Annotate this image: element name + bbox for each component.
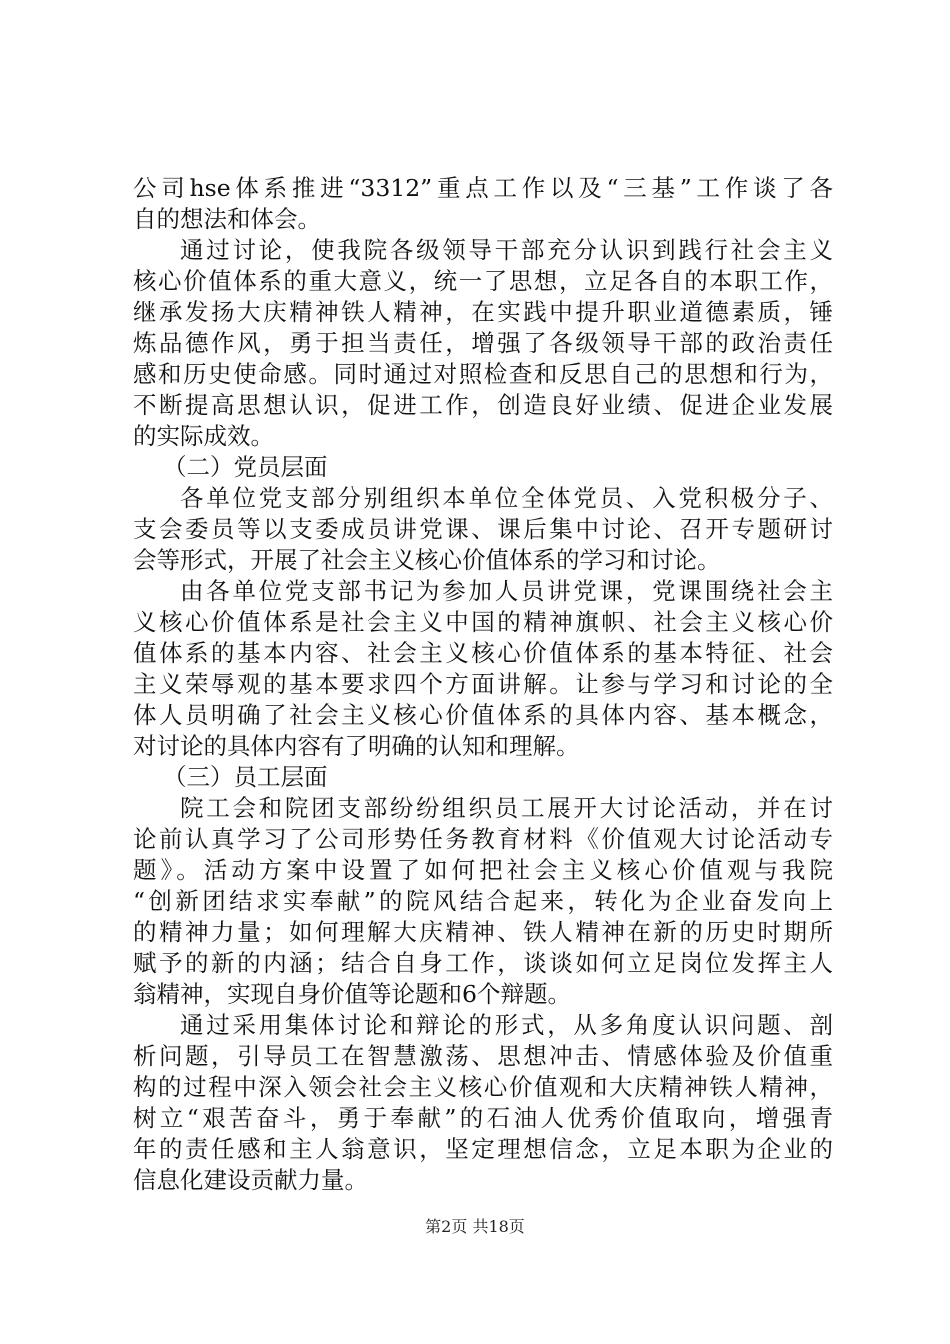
text-line: 的实际成效。 bbox=[133, 422, 274, 450]
text-line: 公司hse体系推进“3312”重点工作以及“三基”工作谈了各 bbox=[133, 174, 833, 202]
text-line: 翁精神，实现自身价值等论题和6个辩题。 bbox=[133, 980, 571, 1008]
text-line: 论前认真学习了公司形势任务教育材料《价值观大讨论活动专 bbox=[133, 825, 833, 853]
text-line: 由各单位党支部书记为参加人员讲党课，党课围绕社会主 bbox=[180, 577, 833, 605]
text-line: 年的责任感和主人翁意识，坚定理想信念，立足本职为企业的 bbox=[133, 1135, 833, 1163]
text-line: 主义荣辱观的基本要求四个方面讲解。让参与学习和讨论的全 bbox=[133, 670, 833, 698]
text-line: 体人员明确了社会主义核心价值体系的具体内容、基本概念， bbox=[133, 701, 833, 729]
text-line: 会等形式，开展了社会主义核心价值体系的学习和讨论。 bbox=[133, 546, 721, 574]
text-line: 继承发扬大庆精神铁人精神，在实践中提升职业道德素质，锤 bbox=[133, 298, 833, 326]
text-line: 值体系的基本内容、社会主义核心价值体系的基本特征、社会 bbox=[133, 639, 833, 667]
text-line: 自的想法和体会。 bbox=[133, 205, 321, 233]
text-line: 院工会和院团支部纷纷组织员工展开大讨论活动，并在讨 bbox=[180, 794, 833, 822]
text-line: 对讨论的具体内容有了明确的认知和理解。 bbox=[133, 732, 580, 760]
text-line: 义核心价值体系是社会主义中国的精神旗帜、社会主义核心价 bbox=[133, 608, 833, 636]
text-line: 析问题，引导员工在智慧激荡、思想冲击、情感体验及价值重 bbox=[133, 1042, 833, 1070]
text-line: 信息化建设贡献力量。 bbox=[133, 1166, 368, 1194]
text-line: 核心价值体系的重大意义，统一了思想，立足各自的本职工作， bbox=[133, 267, 833, 295]
section-heading: （二）党员层面 bbox=[163, 453, 328, 481]
text-line: 赋予的新的内涵；结合自身工作，谈谈如何立足岗位发挥主人 bbox=[133, 949, 833, 977]
text-line: 各单位党支部分别组织本单位全体党员、入党积极分子、 bbox=[180, 484, 833, 512]
text-line: 炼品德作风，勇于担当责任，增强了各级领导干部的政治责任 bbox=[133, 329, 833, 357]
section-heading: （三）员工层面 bbox=[163, 763, 328, 791]
text-line: 树立“艰苦奋斗，勇于奉献”的石油人优秀价值取向，增强青 bbox=[133, 1104, 833, 1132]
text-line: “创新团结求实奉献”的院风结合起来，转化为企业奋发向上 bbox=[133, 887, 833, 915]
body-text bbox=[133, 173, 833, 1196]
text-line: 构的过程中深入领会社会主义核心价值观和大庆精神铁人精神， bbox=[133, 1073, 833, 1101]
text-line: 通过讨论，使我院各级领导干部充分认识到践行社会主义 bbox=[180, 236, 833, 264]
text-line: 的精神力量；如何理解大庆精神、铁人精神在新的历史时期所 bbox=[133, 918, 833, 946]
text-line: 感和历史使命感。同时通过对照检查和反思自己的思想和行为， bbox=[133, 360, 833, 388]
text-line: 支会委员等以支委成员讲党课、课后集中讨论、召开专题研讨 bbox=[133, 515, 833, 543]
text-line: 不断提高思想认识，促进工作，创造良好业绩、促进企业发展 bbox=[133, 391, 833, 419]
page-number-footer: 第2页 共18页 bbox=[425, 1217, 525, 1236]
text-line: 通过采用集体讨论和辩论的形式，从多角度认识问题、剖 bbox=[180, 1011, 833, 1039]
text-line: 题》。活动方案中设置了如何把社会主义核心价值观与我院 bbox=[133, 856, 833, 884]
